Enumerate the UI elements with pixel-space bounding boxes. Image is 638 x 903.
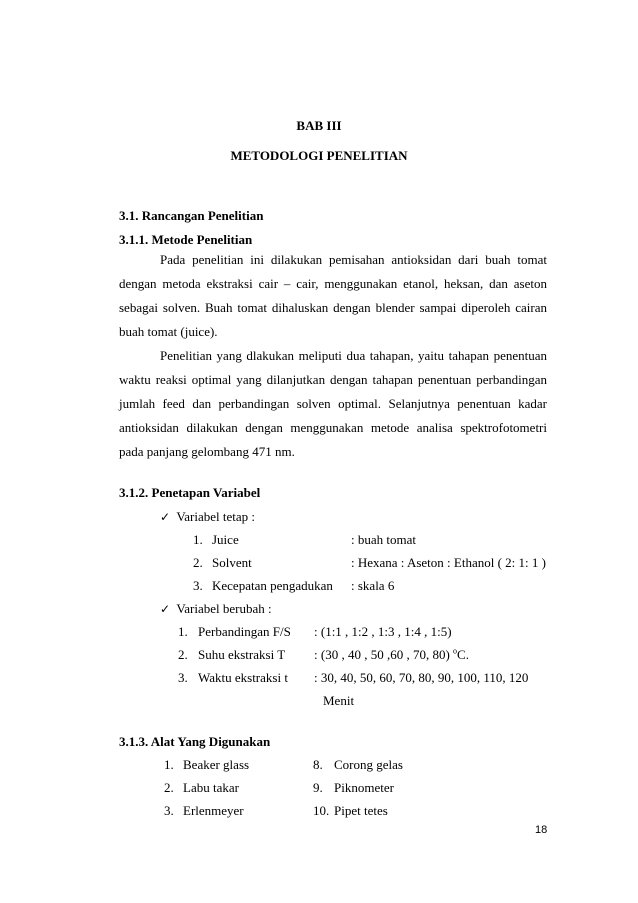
changed-variables-label: Variabel berubah : (176, 601, 272, 616)
fixed-var-value: : Hexana : Aseton : Ethanol ( 2: 1: 1 ) (351, 555, 546, 570)
degree-superscript: o (453, 646, 458, 656)
list-item-num: 1. (178, 624, 188, 639)
fixed-variables-heading (160, 509, 255, 525)
paragraph-line: pada panjang gelombang 471 nm. (119, 444, 295, 459)
fixed-var-label: Juice (212, 532, 239, 547)
temperature-values: : (30 , 40 , 50 ,60 , 70, 80) (314, 647, 454, 662)
changed-var-label: Suhu ekstraksi T (198, 647, 286, 662)
paragraph-line: buah tomat (juice). (119, 324, 218, 339)
paragraph-line: jumlah feed dan perbandingan solven optimal. Selanjutnya penentuan kadar (119, 396, 547, 411)
temperature-unit: C. (457, 647, 469, 662)
section-heading-3-1: 3.1. Rancangan Penelitian (119, 208, 264, 223)
changed-var-value-temperature (314, 647, 469, 663)
section-heading-3-1-2: 3.1.2. Penetapan Variabel (119, 485, 261, 500)
changed-variables-heading (160, 601, 272, 617)
paragraph-line: sebagai solven. Buah tomat dihaluskan dengan blender sampai diperoleh cairan (119, 300, 547, 315)
chapter-label: BAB III (296, 118, 342, 133)
paragraph-line: waktu reaksi optimal yang dilanjutkan dengan tahapan penentuan perbandingan (119, 372, 547, 387)
paragraph-line: Penelitian yang dlakukan meliputi dua tahapan, yaitu tahapan penentuan (160, 348, 547, 363)
changed-var-label: Perbandingan F/S (198, 624, 291, 639)
paragraph-line: dengan metoda ekstraksi cair – cair, menggunakan etanol, heksan, dan aseton (119, 276, 547, 291)
list-item-num: 2. (178, 647, 188, 662)
list-item-num: 3. (193, 578, 203, 593)
tool-item: Erlenmeyer (183, 803, 244, 818)
fixed-var-value: : buah tomat (351, 532, 416, 547)
changed-var-value: : 30, 40, 50, 60, 70, 80, 90, 100, 110, 120 (314, 670, 529, 685)
list-item-num: 3. (164, 803, 174, 818)
list-item-num: 2. (193, 555, 203, 570)
section-heading-3-1-1: 3.1.1. Metode Penelitian (119, 232, 253, 247)
paragraph-line: Pada penelitian ini dilakukan pemisahan antioksidan dari buah tomat (160, 252, 547, 267)
checkmark-icon: ✓ (160, 510, 171, 524)
changed-var-value: : (1:1 , 1:2 , 1:3 , 1:4 , 1:5) (314, 624, 452, 639)
list-item-num: 2. (164, 780, 174, 795)
list-item-num: 1. (164, 757, 174, 772)
list-item-num: 9. (313, 780, 323, 795)
tool-item: Corong gelas (334, 757, 403, 772)
paragraph-method (119, 248, 547, 344)
tool-item: Labu takar (183, 780, 239, 795)
fixed-variables-label: Variabel tetap : (176, 509, 255, 524)
tool-item: Piknometer (334, 780, 394, 795)
tool-item: Beaker glass (183, 757, 250, 772)
paragraph-line: antioksidan dilakukan dengan menggunakan metode analisa spektrofotometri (119, 420, 547, 435)
fixed-var-value: : skala 6 (351, 578, 395, 593)
fixed-var-label: Kecepatan pengadukan (212, 578, 333, 593)
list-item-num: 1. (193, 532, 203, 547)
page-number: 18 (535, 824, 548, 836)
chapter-title: METODOLOGI PENELITIAN (230, 148, 408, 163)
list-item-num: 8. (313, 757, 323, 772)
fixed-var-label: Solvent (212, 555, 252, 570)
list-item-num: 3. (178, 670, 188, 685)
changed-var-value-continued: Menit (323, 693, 355, 708)
list-item-num: 10. (313, 803, 330, 818)
changed-var-label: Waktu ekstraksi t (198, 670, 288, 685)
paragraph-stages (119, 344, 547, 464)
checkmark-icon: ✓ (160, 602, 171, 616)
section-heading-3-1-3: 3.1.3. Alat Yang Digunakan (119, 734, 271, 749)
tool-item: Pipet tetes (334, 803, 388, 818)
